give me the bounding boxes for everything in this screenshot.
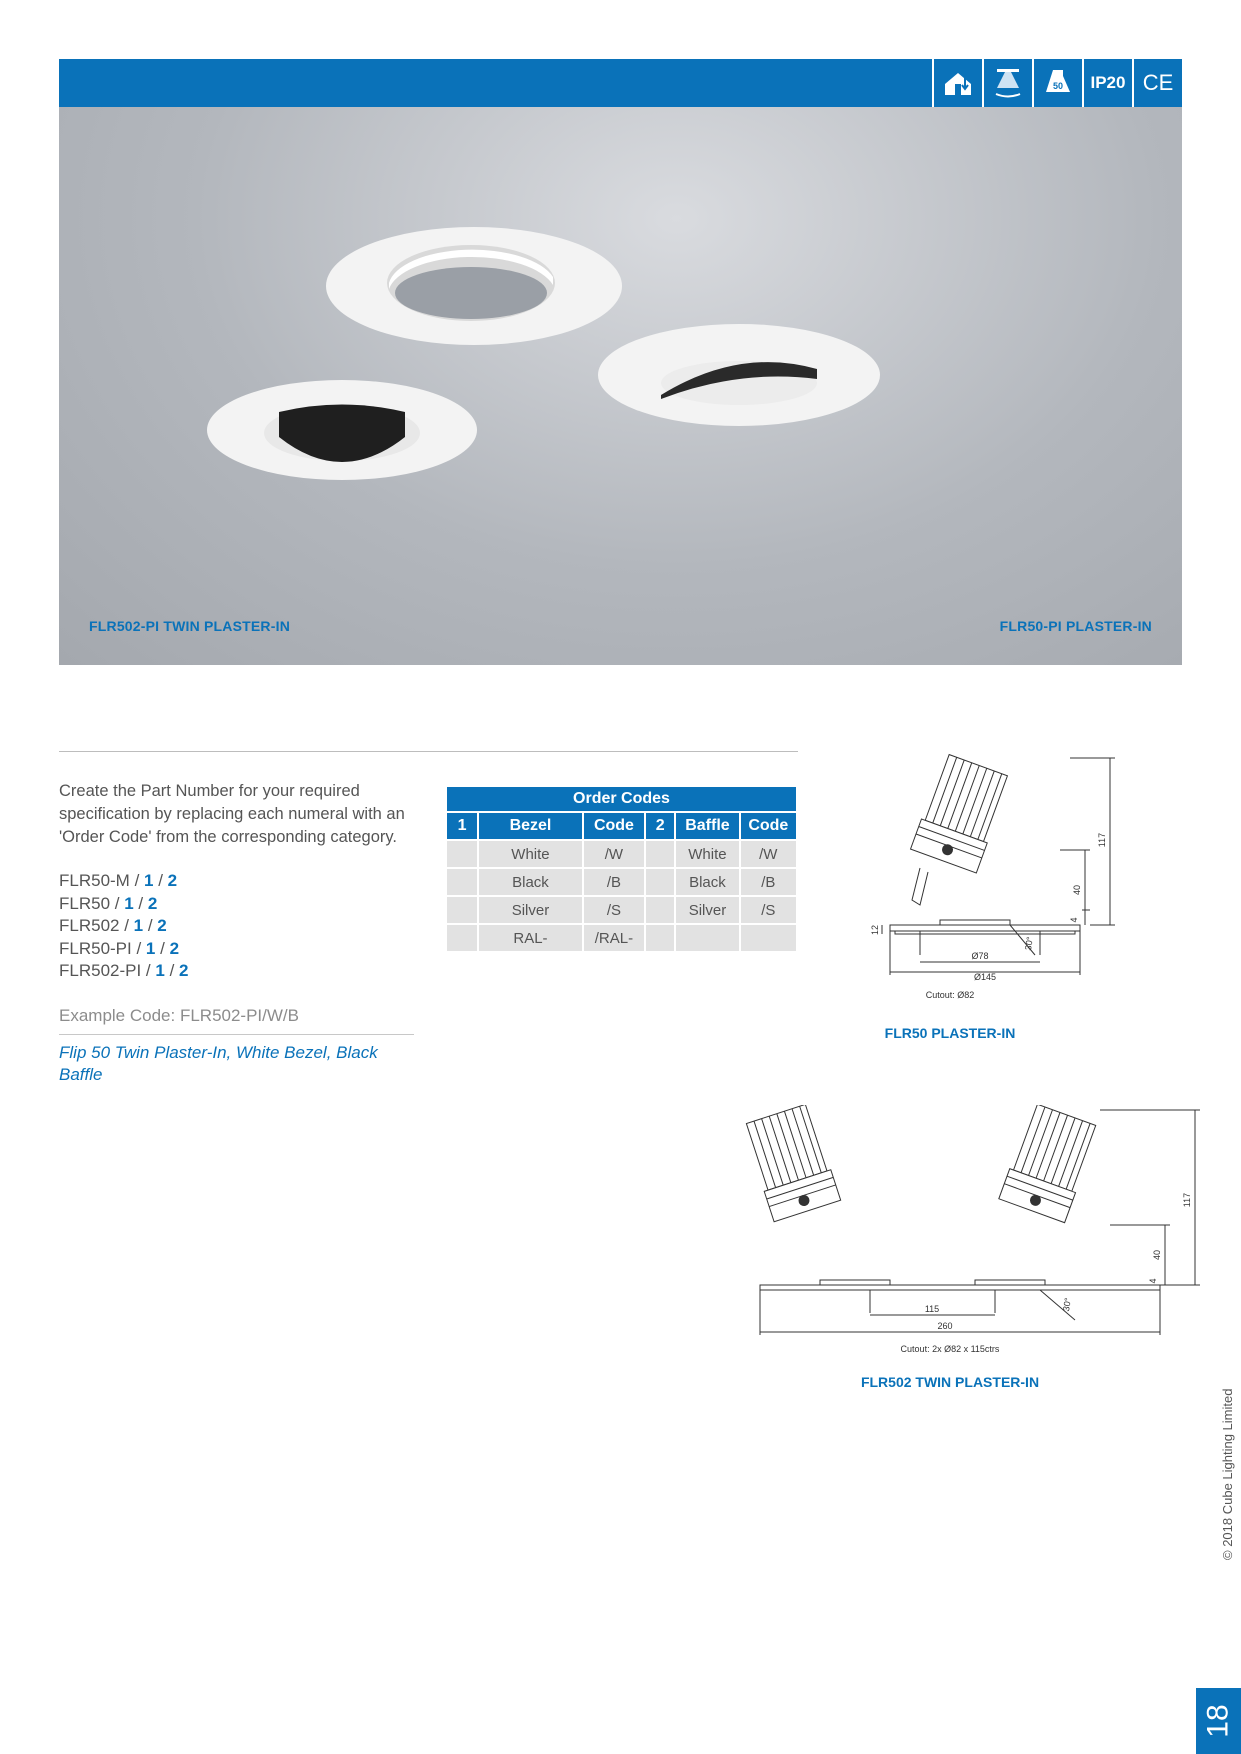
mr16-50-lamp-icon <box>1032 59 1082 107</box>
dim-centres: 115 <box>924 1304 940 1314</box>
dim-body: 40 <box>1152 1249 1162 1261</box>
dim-angle: 30° <box>1060 1296 1074 1313</box>
drawing-caption-single: FLR50 PLASTER-IN <box>884 1025 1016 1041</box>
dim-height: 117 <box>1182 1192 1192 1208</box>
part-number-line <box>59 938 188 961</box>
product-photo <box>59 107 1182 665</box>
feature-badges <box>932 59 1182 107</box>
table-cell <box>447 839 477 867</box>
order-codes-title: Order Codes <box>447 787 796 811</box>
drawing-caption-twin: FLR502 TWIN PLASTER-IN <box>860 1374 1040 1390</box>
ip-rating-badge <box>1082 59 1132 107</box>
plaster-in-ceiling-icon <box>932 59 982 107</box>
dim-inner-diameter: Ø78 <box>971 951 989 961</box>
table-cell: White <box>479 839 582 867</box>
order-slot-2: 2 <box>147 893 158 913</box>
table-cell: /W <box>741 839 796 867</box>
column-header: 1 <box>447 811 477 839</box>
table-cell <box>646 895 674 923</box>
header-banner <box>59 59 1182 107</box>
part-separator: / <box>155 938 170 958</box>
column-header: 2 <box>646 811 674 839</box>
section-divider <box>59 751 798 752</box>
column-header: Bezel <box>479 811 582 839</box>
part-number-line <box>59 870 188 893</box>
table-cell: White <box>676 839 738 867</box>
column-header: Baffle <box>676 811 738 839</box>
table-cell <box>646 839 674 867</box>
table-cell <box>447 923 477 951</box>
table-cell: Black <box>676 867 738 895</box>
order-slot-1: 1 <box>133 916 144 935</box>
table-cell: /B <box>741 867 796 895</box>
dim-height: 117 <box>1097 832 1107 848</box>
intro-text: Create the Part Number for your required specification by replacing each numeral with an 'Order Code' from the corresponding category. <box>59 782 405 846</box>
order-codes-table <box>445 787 798 951</box>
dim-lip: 4 <box>1069 917 1079 923</box>
part-prefix: FLR50 / <box>59 893 125 913</box>
part-prefix: FLR50-M / <box>59 871 145 890</box>
page-number-tab <box>1196 1688 1241 1754</box>
table-cell <box>676 923 738 951</box>
column-header: Code <box>584 811 644 839</box>
downlight-illustration <box>59 107 1182 665</box>
order-slot-1: 1 <box>124 893 134 913</box>
lamp-wattage: 50 <box>1052 81 1064 91</box>
table-cell <box>447 867 477 895</box>
dim-body: 40 <box>1072 884 1082 896</box>
table-row <box>447 839 796 867</box>
table-row <box>447 867 796 895</box>
column-header: Code <box>741 811 796 839</box>
order-slot-1: 1 <box>144 871 154 890</box>
ce-mark-label: CE <box>1142 70 1174 95</box>
table-cell: Black <box>479 867 582 895</box>
part-separator: / <box>164 961 180 980</box>
table-cell <box>646 923 674 951</box>
table-cell: /S <box>741 895 796 923</box>
table-cell: Silver <box>676 895 738 923</box>
part-prefix: FLR502-PI / <box>59 961 156 980</box>
page-number: 18 <box>1201 1704 1235 1738</box>
table-cell: RAL- <box>479 923 582 951</box>
ip-rating-label: IP20 <box>1090 73 1126 92</box>
dim-lip: 4 <box>1148 1278 1158 1284</box>
hero-caption-twin: FLR502-PI TWIN PLASTER-IN <box>89 618 291 634</box>
table-row <box>447 923 796 951</box>
order-slot-1: 1 <box>155 961 165 980</box>
table-cell: /S <box>584 895 644 923</box>
order-slot-2: 2 <box>157 916 167 935</box>
dim-cutout: Cutout: Ø82 <box>925 990 975 1000</box>
part-separator: / <box>153 871 168 890</box>
order-slot-2: 2 <box>169 938 180 958</box>
dim-outer-diameter: Ø145 <box>973 972 997 982</box>
flr50-technical-drawing <box>820 750 1120 1010</box>
part-number-list <box>59 870 188 983</box>
example-description: Flip 50 Twin Plaster-In, White Bezel, Black Baffle <box>59 1043 378 1084</box>
table-cell: Silver <box>479 895 582 923</box>
dim-angle: 30° <box>1022 935 1036 952</box>
order-slot-2: 2 <box>179 961 189 980</box>
dim-bezel: 12 <box>870 924 880 936</box>
dim-cutout: Cutout: 2x Ø82 x 115ctrs <box>900 1344 1000 1354</box>
part-separator: / <box>143 916 158 935</box>
order-slot-1: 1 <box>145 938 156 958</box>
table-cell: /RAL- <box>584 923 644 951</box>
part-separator: / <box>133 893 148 913</box>
table-cell: /W <box>584 839 644 867</box>
table-cell: /B <box>584 867 644 895</box>
adjustable-beam-icon <box>982 59 1032 107</box>
table-cell <box>741 923 796 951</box>
hero-caption-single: FLR50-PI PLASTER-IN <box>999 618 1152 634</box>
dim-overall: 260 <box>937 1321 953 1331</box>
part-prefix: FLR502 / <box>59 916 134 935</box>
table-cell <box>646 867 674 895</box>
copyright-notice: © 2018 Cube Lighting Limited <box>1220 1388 1235 1560</box>
part-prefix: FLR50-PI / <box>59 938 146 958</box>
table-row <box>447 895 796 923</box>
example-code: Example Code: FLR502-PI/W/B <box>59 1006 414 1035</box>
flr502-technical-drawing <box>740 1105 1200 1355</box>
part-number-line <box>59 893 188 916</box>
table-cell <box>447 895 477 923</box>
ce-mark-icon <box>1132 59 1182 107</box>
order-slot-2: 2 <box>167 871 178 890</box>
part-number-line <box>59 915 188 938</box>
part-number-line <box>59 960 188 983</box>
